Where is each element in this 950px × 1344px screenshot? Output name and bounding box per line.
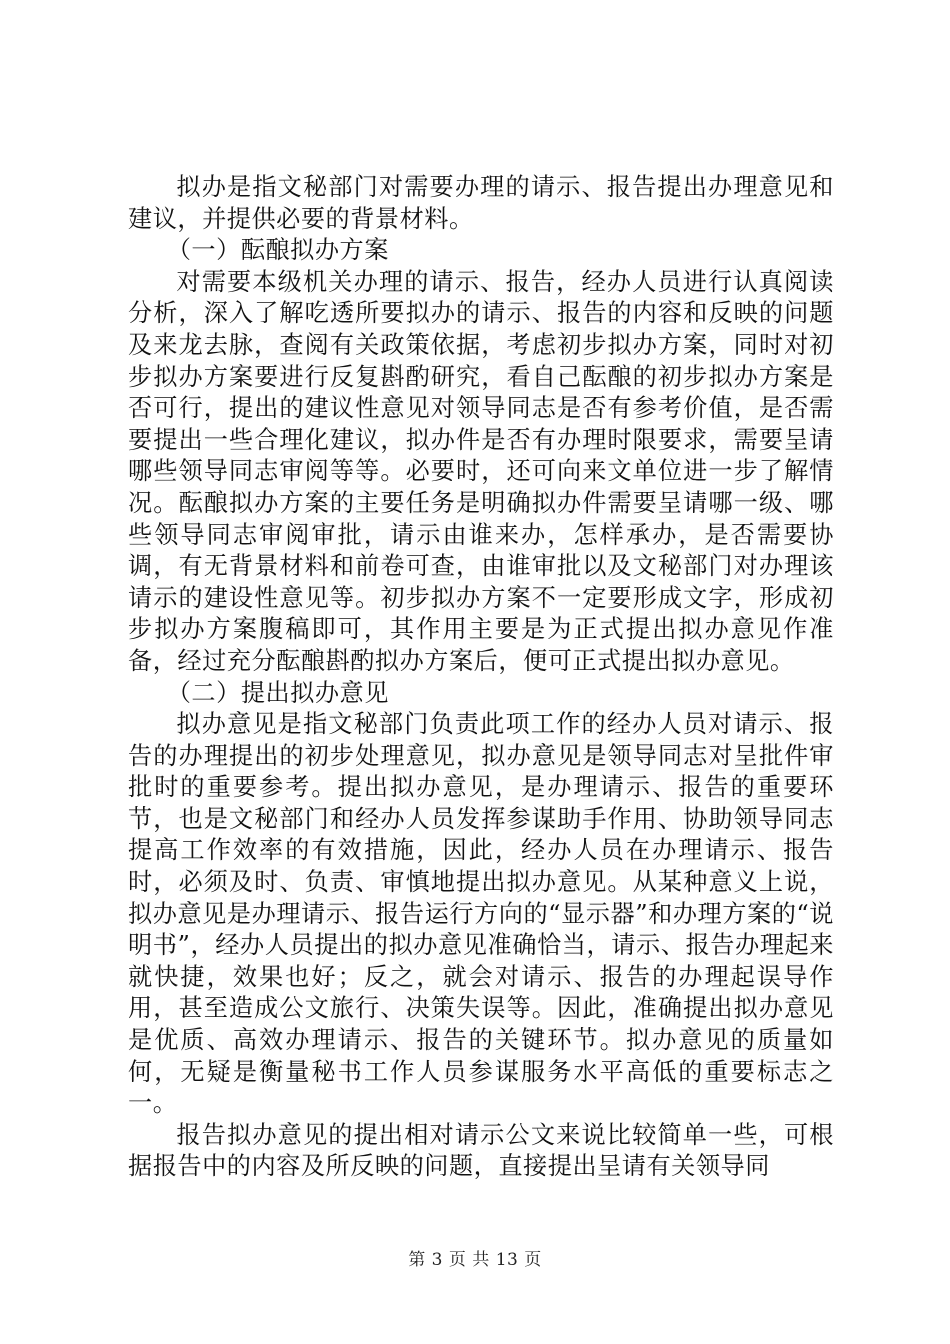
page-footer: 第 3 页 共 13 页 — [408, 1250, 542, 1270]
paragraph-section-1: 对需要本级机关办理的请示、报告，经办人员进行认真阅读分析，深入了解吃透所要拟办的请示、报告的内容和反映的问题及来龙去脉，查阅有关政策依据，考虑初步拟办方案，同时对初步拟办方案要进行反复斟酌研究，看自己酝酿的初步拟办方案是否可行，提出的建议性意见对领导同志是否有参考价值，是否需要提出一些合理化建议，拟办件是否有办理时限要求，需要呈请哪些领导同志审阅等等。必要时，还可向来文单位进一步了解情况。酝酿拟办方案的主要任务是明确拟办件需要呈请哪一级、哪些领导同志审阅审批，请示由谁来办，怎样承办，是否需要协调，有无背景材料和前卷可查，由谁审批以及文秘部门对办理该请示的建设性意见等。初步拟办方案不一定要形成文字，形成初步拟办方案腹稿即可，其作用主要是为正式提出拟办意见作准备，经过充分酝酿斟酌拟办方案后，便可正式提出拟办意见。 — [128, 267, 834, 675]
section-heading-1: （一）酝酿拟办方案 — [166, 236, 389, 265]
section-heading-2: （二）提出拟办意见 — [166, 678, 389, 707]
paragraph-intro: 拟办是指文秘部门对需要办理的请示、报告提出办理意见和建议，并提供必要的背景材料。 — [128, 173, 834, 233]
paragraph-section-2: 拟办意见是指文秘部门负责此项工作的经办人员对请示、报告的办理提出的初步处理意见，拟办意见是领导同志对呈批件审批时的重要参考。提出拟办意见，是办理请示、报告的重要环节，也是文秘部门和经办人员发挥参谋助手作用、协助领导同志提高工作效率的有效措施，因此，经办人员在办理请示、报告时，必须及时、负责、审慎地提出拟办意见。从某种意义上说，拟办意见是办理请示、报告运行方向的“显示器”和办理方案的“说明书”，经办人员提出的拟办意见准确恰当，请示、报告办理起来就快捷，效果也好；反之，就会对请示、报告的办理起误导作用，甚至造成公文旅行、决策失误等。因此，准确提出拟办意见是优质、高效办理请示、报告的关键环节。拟办意见的质量如何，无疑是衡量秘书工作人员参谋服务水平高低的重要标志之一。 — [128, 710, 834, 1118]
document-body — [128, 172, 834, 1183]
paragraph-report-opinion: 报告拟办意见的提出相对请示公文来说比较简单一些，可根据报告中的内容及所反映的问题，直接提出呈请有关领导同 — [128, 1120, 834, 1181]
